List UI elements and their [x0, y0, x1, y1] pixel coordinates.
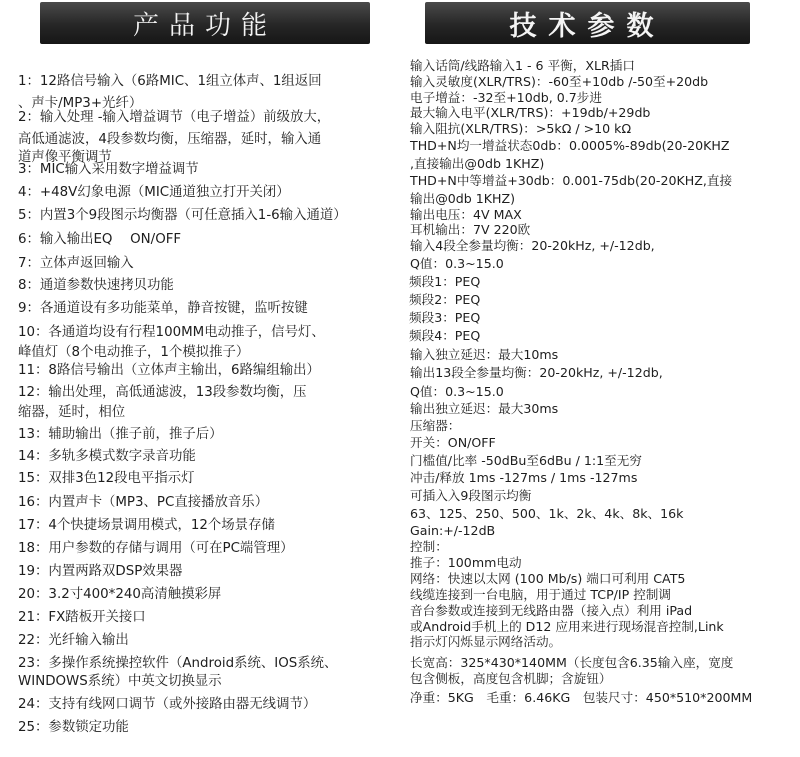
- spec-line: 频段1：PEQ: [409, 274, 481, 289]
- spec-line: 冲击/释放 1ms -127ms / 1ms -127ms: [410, 470, 638, 485]
- spec-line: 输出13段全参量均衡：20-20kHz, +/-12db,: [410, 365, 663, 380]
- spec-line: 输入阻抗(XLR/TRS)：>5kΩ / >10 kΩ: [410, 121, 632, 136]
- feature-line: 7：立体声返回输入: [18, 256, 134, 271]
- feature-line: 22：光纤输入输出: [18, 633, 129, 648]
- spec-line: 压缩器：: [410, 418, 461, 433]
- tech-specs-title: 技术参数: [509, 10, 666, 42]
- spec-line: 电子增益：-32至+10db, 0.7步进: [410, 90, 602, 105]
- feature-line: 11：8路信号输出（立体声主输出，6路编组输出）: [18, 363, 320, 378]
- spec-line: Gain:+/-12dB: [410, 523, 496, 538]
- feature-line: 20：3.2寸400*240高清触摸彩屏: [18, 587, 222, 602]
- spec-line: 频段2：PEQ: [409, 292, 481, 307]
- spec-line: 净重：5KG 毛重：6.46KG 包装尺寸：450*510*200MM: [410, 690, 753, 705]
- feature-line: 缩器，延时，相位: [18, 405, 126, 420]
- spec-line: 或Android手机上的 D12 应用来进行现场混音控制,Link: [410, 619, 724, 634]
- spec-line: 开关：ON/OFF: [410, 435, 496, 450]
- feature-line: 17：4个快捷场景调用模式，12个场景存储: [18, 518, 275, 533]
- spec-line: ,直接输出@0db 1KHZ): [410, 156, 545, 171]
- feature-line: 12：输出处理，高低通滤波，13段参数均衡，压: [18, 385, 307, 400]
- feature-line: 2：输入处理 -输入增益调节（电子增益）前级放大，: [18, 110, 331, 125]
- spec-line: 频段3：PEQ: [409, 310, 481, 325]
- feature-line: 18：用户参数的存储与调用（可在PC端管理）: [18, 541, 294, 556]
- feature-line: 24：支持有线网口调节（或外接路由器无线调节）: [18, 697, 317, 712]
- spec-line: 输入话筒/线路输入1 - 6 平衡，XLR插口: [410, 58, 635, 73]
- spec-line: 网络：快速以太网 (100 Mb/s) 端口可利用 CAT5: [410, 571, 686, 586]
- spec-line: THD+N均一增益状态0db：0.0005%-89db(20-20KHZ: [410, 138, 730, 153]
- spec-line: 63、125、250、500、1k、2k、4k、8k、16k: [410, 506, 684, 521]
- spec-line: 线缆连接到一台电脑，用于通过 TCP/IP 控制调: [410, 587, 671, 602]
- spec-line: 输出电压：4V MAX: [410, 207, 522, 222]
- product-features-banner: [40, 2, 370, 44]
- spec-line: 音台参数或连接到无线路由器（接入点）利用 iPad: [410, 603, 693, 618]
- feature-line: 10：各通道均设有行程100MM电动推子，信号灯、: [18, 325, 325, 340]
- feature-line: 4：+48V幻象电源（MIC通道独立打开关闭）: [18, 185, 290, 200]
- feature-line: 1：12路信号输入（6路MIC、1组立体声、1组返回: [18, 74, 322, 89]
- spec-line: 频段4：PEQ: [409, 328, 481, 343]
- spec-line: 输入4段全参量均衡：20-20kHz, +/-12db,: [410, 238, 655, 253]
- spec-line: 最大输入电平(XLR/TRS)：+19db/+29db: [410, 105, 651, 120]
- spec-line: 可插入入9段图示均衡: [410, 488, 532, 503]
- feature-line: 25：参数锁定功能: [18, 720, 129, 735]
- feature-line: 、声卡/MP3+光纤）: [18, 96, 143, 111]
- product-features-title: 产品功能: [132, 10, 277, 41]
- spec-line: THD+N中等增益+30db：0.001-75db(20-20KHZ,直接: [410, 173, 733, 188]
- feature-line: 道声像平衡调节: [18, 150, 112, 165]
- spec-line: 控制：: [410, 539, 448, 554]
- feature-line: 高低通滤波，4段参数均衡，压缩器，延时，输入通: [18, 132, 322, 147]
- tech-specs-banner: [425, 2, 750, 44]
- feature-line: 21：FX踏板开关接口: [18, 610, 146, 625]
- feature-line: 14：多轨多模式数字录音功能: [18, 449, 196, 464]
- feature-line: 5：内置3个9段图示均衡器（可任意插入1-6输入通道）: [18, 208, 347, 223]
- feature-line: 13：辅助输出（推子前，推子后）: [18, 427, 223, 442]
- spec-line: 包含侧板，高度包含机脚；含旋钮）: [410, 671, 612, 686]
- feature-line: 峰值灯（8个电动推子，1个模拟推子）: [18, 345, 250, 360]
- spec-line: 长宽高：325*430*140MM（长度包含6.35输入座，宽度: [410, 655, 734, 670]
- spec-line: 输入灵敏度(XLR/TRS)：-60至+10db /-50至+20db: [410, 74, 709, 89]
- spec-line: 输出@0db 1KHZ): [410, 191, 516, 206]
- spec-line: Q值：0.3~15.0: [410, 256, 504, 271]
- feature-line: 19：内置两路双DSP效果器: [18, 564, 183, 579]
- feature-line: 8：通道参数快速拷贝功能: [18, 278, 174, 293]
- spec-line: Q值：0.3~15.0: [410, 384, 504, 399]
- spec-line: 输入独立延迟：最大10ms: [410, 347, 559, 362]
- spec-line: 指示灯闪烁显示网络活动。: [410, 634, 562, 649]
- feature-line: 6：输入输出EQ ON/OFF: [18, 232, 182, 247]
- feature-line: 3：MIC输入采用数字增益调节: [18, 162, 199, 177]
- spec-line: 输出独立延迟：最大30ms: [410, 401, 559, 416]
- feature-line: 9：各通道设有多功能菜单，静音按键，监听按键: [18, 301, 308, 316]
- spec-line: 门槛值/比率 -50dBu至6dBu / 1:1至无穷: [410, 453, 642, 468]
- spec-line: 推子：100mm电动: [410, 555, 522, 570]
- feature-line: 15：双排3色12段电平指示灯: [18, 471, 195, 486]
- feature-line: 16：内置声卡（MP3、PC直接播放音乐）: [18, 495, 269, 510]
- spec-line: 耳机输出：7V 220欧: [410, 222, 531, 237]
- feature-line: WINDOWS系统）中英文切换显示: [18, 674, 222, 689]
- feature-line: 23：多操作系统操控软件（Android系统、IOS系统、: [18, 656, 338, 671]
